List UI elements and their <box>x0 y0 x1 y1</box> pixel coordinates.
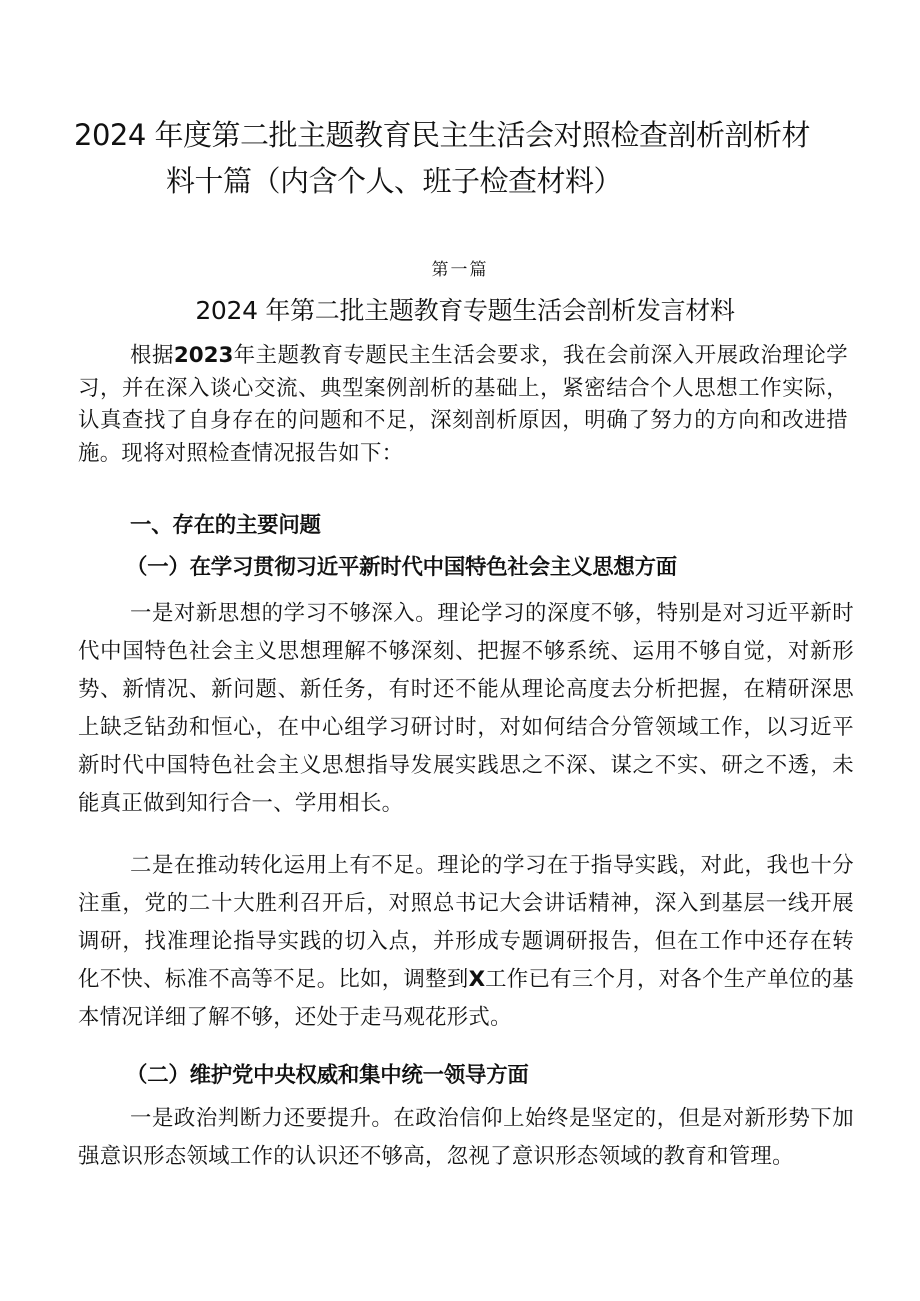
document-title <box>74 112 844 204</box>
paragraph-practice-x: X <box>468 967 486 992</box>
intro-paragraph <box>78 340 848 470</box>
document-title-line-1: 2024 年度第二批主题教育民主生活会对照检查剖析剖析材 <box>74 118 811 152</box>
paragraph-practice-application <box>78 847 854 1037</box>
section-title: 2024 年第二批主题教育专题生活会剖析发言材料 <box>195 296 735 325</box>
section-number: 第一篇 <box>431 260 489 280</box>
intro-body: 年主题教育专题民主生活会要求，我在会前深入开展政治理论学习，并在深入谈心交流、典型案例剖析的基础上，紧密结合个人思想工作实际，认真查找了自身存在的问题和不足，深刻剖析原因，明确了努力的方向和改进措施。现将对照检查情况报告如下： <box>78 343 848 466</box>
paragraph-political-judgment: 一是政治判断力还要提升。在政治信仰上始终是坚定的，但是对新形势下加强意识形态领域工作的认识还不够高，忽视了意识形态领域的教育和管理。 <box>78 1106 854 1169</box>
heading-subsection-1: （一）在学习贯彻习近平新时代中国特色社会主义思想方面 <box>126 555 677 580</box>
paragraph-study-depth: 一是对新思想的学习不够深入。理论学习的深度不够，特别是对习近平新时代中国特色社会主义思想理解不够深刻、把握不够系统、运用不够自觉，对新形势、新情况、新问题、新任务，有时还不能从理论高度去分析把握，在精研深思上缺乏钻劲和恒心，在中心组学习研讨时，对如何结合分管领域工作，以习近平新时代中国特色社会主义思想指导发展实践思之不深、谋之不实、研之不透，未能真正做到知行合一、学用相长。 <box>78 601 854 816</box>
document-title-line-2: 料十篇（内含个人、班子检查材料） <box>166 164 623 198</box>
intro-year: 2023 <box>173 343 234 368</box>
intro-prefix: 根据 <box>130 343 174 368</box>
paragraph-practice-prefix: 二是在推动转化运用上有不足。理论的学习在于指导实践，对此，我也十分注重，党的二十大胜利召开后，对照总书记大会讲话精神，深入到基层一线开展调研，找准理论指导实践的切入点，并形成专题调研报告，但在工作中还存在转化不快、标准不高等不足。比如，调整到 <box>78 853 854 992</box>
heading-subsection-2: （二）维护党中央权威和集中统一领导方面 <box>126 1063 529 1088</box>
heading-main-problems: 一、存在的主要问题 <box>130 513 321 538</box>
paragraph-practice-suffix: 工作已有三个月，对各个生产单位的基本情况详细了解不够，还处于走马观花形式。 <box>78 967 854 1030</box>
